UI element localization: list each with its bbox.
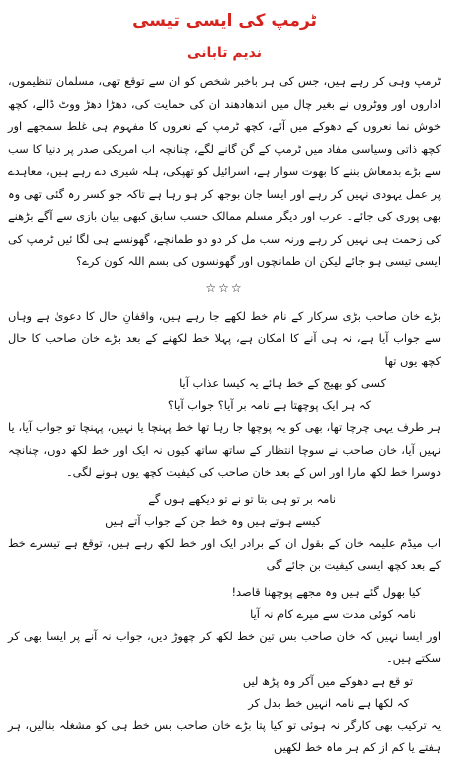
- article-title: ٹرمپ کی ایسی تیسی: [132, 11, 317, 31]
- paragraph-3: ہر طرف یہی چرچا تھا، بھی کو یہ پوچھا جا رہا تھا خط پہنچا یا نہیں، پہنچا تو جواب آیا، یا نہیں آیا، خان صاحب نے سوچا انتظار کے ساتھ ساتھ کیوں نہ ایک اور خط لکھ دوں، چنانچہ دوسرا خط لکھ مارا اور اس کے بعد خان صاحب کی کیفیت کچھ یوں ہونے لگی۔: [8, 420, 442, 479]
- paragraph-6: یہ ترکیب بھی کارگر نہ ہوئی تو کیا پتا بڑے خان صاحب بس خط ہی کو مشغلہ بنالیں، ہر ہفتے یا کم از کم ہر ماہ خط لکھیں: [8, 717, 441, 754]
- verse-line-3: نامہ بر تو ہی بتا تو نے تو دیکھے ہوں گے: [148, 491, 336, 506]
- verse-line-1: کسی کو بھیج کے خط ہائے یہ کیسا عذاب آیا: [179, 376, 386, 390]
- verse-line-7: تو قع ہے دھوکے میں آکر وہ پڑھ لیں: [242, 673, 413, 688]
- paragraph-4: اب میڈم علیمہ خان کے بقول ان کے برادر ایک اور خط لکھ رہے ہیں، توقع ہے تیسرے خط کے بعد کچھ ایسی کیفیت بن جائے گی: [8, 535, 441, 572]
- verse-line-6: نامہ کوئی مدت سے میرے کام نہ آیا: [250, 606, 416, 621]
- verse-line-4: کیسے ہوتے ہیں وہ خط جن کے جواب آتے ہیں: [105, 513, 321, 528]
- verse-line-5: کیا بھول گئے ہیں وہ مجھے پوچھنا قاصد!: [231, 584, 421, 599]
- paragraph-1: ٹرمپ وہی کر رہے ہیں، جس کی ہر باخبر شخص کو ان سے توقع تھی، مسلمان تنظیموں، اداروں اور ووٹروں نے بغیر چال میں اندھادھند ان کی حمایت کی، دھڑا دھڑ ووٹ ڈالے، کچھ خوش نما نعروں کے دھوکے میں آئے، کچھ ٹرمپ کے نعروں کا مفہوم ہی غلط سمجھے اور کچھ ذاتی وسیاسی مفاد میں ٹرمپ کے گن گانے لگے، چنانچہ اب امریکی صدر پر دنیا کا سب سے بڑے بدمعاش بننے کا بھوت سوار ہے، اسرائیل کو تھپکی، ہلہ شیری دے رہے ہیں، معاہدے پر عمل یہودی نہیں کر رہے اور ایسا جان بوجھ کر ہو رہا ہے تاکہ جو کسر رہ گئی تھی وہ بھی پوری کی جائے۔ عرب اور دیگر مسلم ممالک حسب سابق کبھی بیان بازی سے آگے بڑھنے کی زحمت ہی نہیں کر رہے ورنہ سب مل کر دو دو طمانچے، گھونسے ہی لگا ئیں ٹرمپ کی ایسی تیسی ہو جائے لیکن ان طمانچوں اور گھونسوں کی بسم اللہ کون کرے؟: [8, 74, 441, 268]
- verse-line-2: کہ ہر ایک پوچھتا ہے نامہ بر آیا؟ جواب آیا؟: [167, 398, 371, 412]
- author-name: ندیم تابانی: [187, 45, 262, 61]
- section-divider-stars: ☆☆☆: [205, 280, 244, 295]
- verse-line-8: کہ لکھا ہے نامہ انہیں خط بدل کر: [248, 695, 409, 710]
- paragraph-2: بڑے خان صاحب بڑی سرکار کے نام خط لکھے جا رہے ہیں، واقفانِ حال کا دعویٰ ہے وہاں سے جواب آیا ہے، نہ ہی آنے کا امکان ہے، پہلا خط لکھنے کے بعد بڑے خان صاحب کا حال کچھ یوں تھا: [8, 308, 441, 368]
- paragraph-5: اور ایسا نہیں کہ خان صاحب بس تین خط لکھ کر چھوڑ دیں، جواب نہ آنے پر ایسا بھی کر سکتے ہیں۔: [8, 628, 441, 665]
